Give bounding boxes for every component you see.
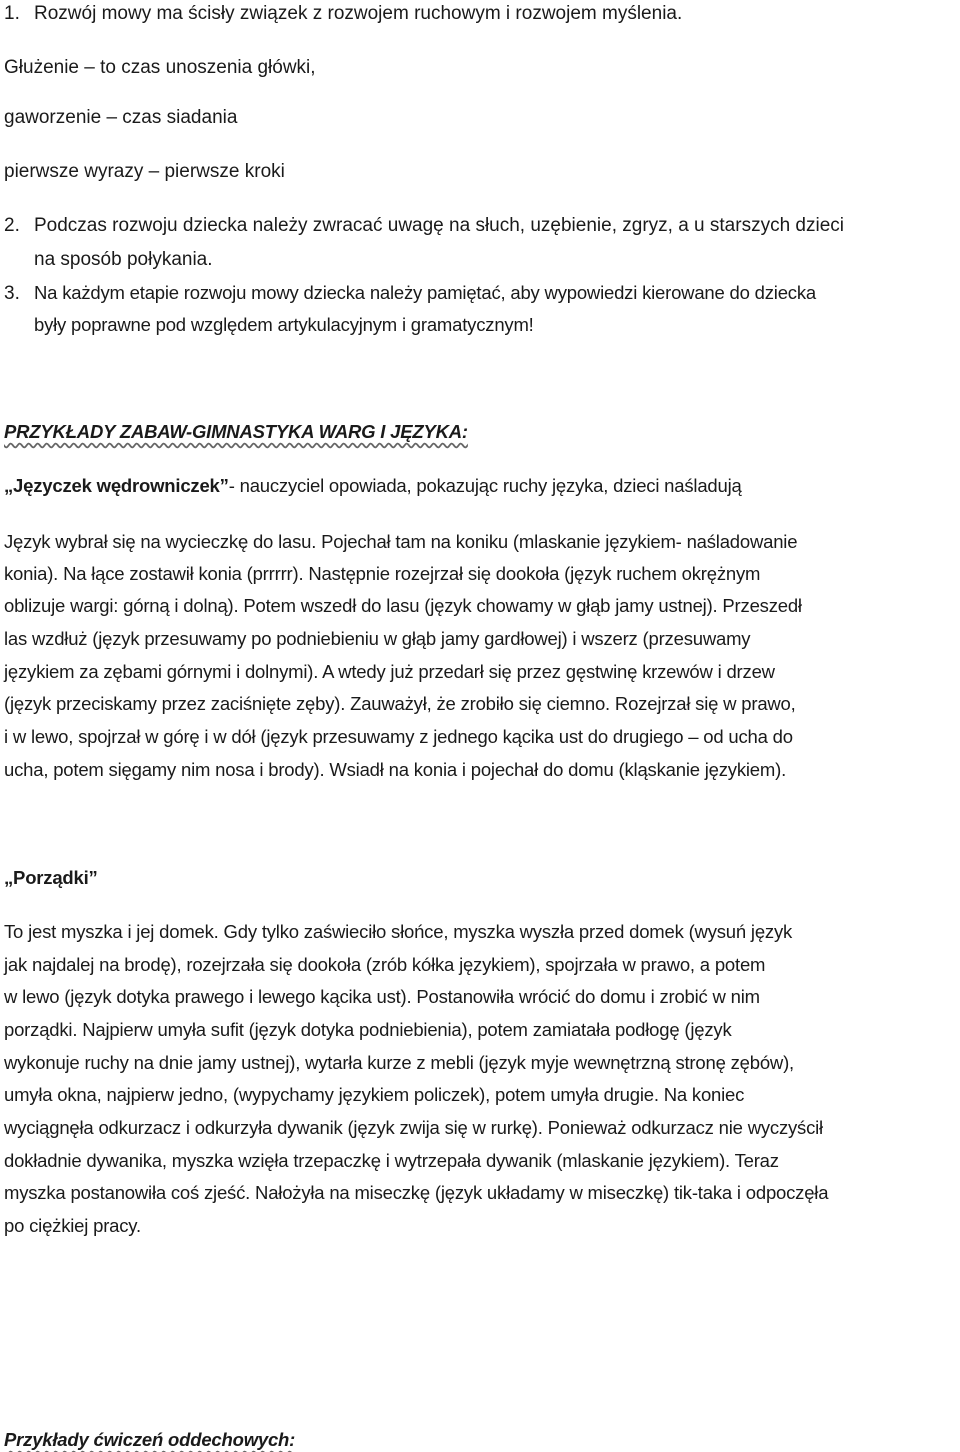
game-2-paragraph-line: wyciągnęła odkurzacz i odkurzyła dywanik (język zwija się w rurkę). Ponieważ odkurzacz nie wyczyścił [4, 1117, 823, 1138]
list-item-2 [4, 214, 844, 238]
game-1-paragraph-line: las wzdłuż (język przesuwamy po podniebieniu w głąb jamy gardłowej) i wszerz (przesuwamy [4, 628, 751, 649]
game-2-paragraph-line: porządki. Najpierw umyła sufit (język dotyka podniebienia), potem zamiatała podłogę (język [4, 1019, 732, 1040]
game-2-paragraph-line: wykonuje ruchy na dnie jamy ustnej), wytarła kurze z mebli (język myje wewnętrzną stronę zębów), [4, 1052, 794, 1073]
game-2-paragraph-line: umyła okna, najpierw jedno, (wypychamy językiem policzek), potem umyła drugie. Na koniec [4, 1084, 745, 1105]
list-item-1 [4, 2, 682, 26]
game-2-title: „Porządki” [4, 867, 98, 888]
game-2-paragraph-line: dokładnie dywanika, myszka wzięła trzepaczkę i wytrzepała dywanik (mlaskanie językiem). Teraz [4, 1150, 779, 1171]
game-1-paragraph-line: konia). Na łące zostawił konia (prrrrr). Następnie rozejrzał się dookoła (język ruchem okrężnym [4, 563, 761, 584]
game-2-paragraph-line: w lewo (język dotyka prawego i lewego kącika ust). Postanowiła wrócić do domu i zrobić w nim [4, 986, 760, 1007]
list-text: Na każdym etapie rozwoju mowy dziecka należy pamiętać, aby wypowiedzi kierowane do dziecka [34, 282, 816, 303]
game-2-paragraph-line: myszka postanowiła coś zjeść. Nałożyła na miseczkę (język układamy w miseczkę) tik-taka i odpoczęła [4, 1182, 829, 1203]
list-item-2-continuation: na sposób połykania. [34, 249, 213, 270]
game-1-paragraph-line: (język przeciskamy przez zaciśnięte zęby). Zauważył, że zrobiło się ciemno. Rozejrzał się w prawo, [4, 693, 796, 714]
list-text: Rozwój mowy ma ścisły związek z rozwojem ruchowym i rozwojem myślenia. [34, 3, 683, 24]
game-1-intro: - nauczyciel opowiada, pokazując ruchy języka, dzieci naśladują [228, 475, 742, 496]
stage-line-3: pierwsze wyrazy – pierwsze kroki [4, 161, 285, 182]
game-1-paragraph-line: oblizuje wargi: górną i dolną). Potem wszedł do lasu (język chowamy w głąb jamy ustnej). Przeszedł [4, 595, 802, 616]
game-1-paragraph-line: językiem za zębami górnymi i dolnymi). A wtedy już przedarł się przez gęstwinę krzewów i drzew [4, 661, 775, 682]
game-1-title: „Języczek wędrowniczek” [4, 475, 229, 496]
game-2-paragraph-line: po ciężkiej pracy. [4, 1215, 141, 1236]
list-item-3-continuation: były poprawne pod względem artykulacyjnym i gramatycznym! [34, 314, 534, 335]
game-1-paragraph-line: i w lewo, spojrzał w górę i w dół (język przesuwamy z jednego kącika ust do drugiego – od ucha do [4, 726, 793, 747]
list-number: 3. [4, 283, 20, 304]
list-number: 2. [4, 215, 20, 236]
game-2-paragraph-line: To jest myszka i jej domek. Gdy tylko zaświeciło słońce, myszka wyszła przed domek (wysuń język [4, 921, 793, 942]
list-item-3 [4, 281, 816, 306]
stage-line-1: Głużenie – to czas unoszenia główki, [4, 57, 316, 78]
section-heading-exercises: PRZYKŁADY ZABAW-GIMNASTYKA WARG I JĘZYKA: [4, 421, 468, 442]
stage-line-2: gaworzenie – czas siadania [4, 107, 238, 128]
list-number: 1. [4, 3, 20, 24]
game-1-title-line [4, 474, 742, 498]
list-text: Podczas rozwoju dziecka należy zwracać uwagę na słuch, uzębienie, zgryz, a u starszych dzieci [34, 215, 844, 236]
section-heading-breathing: Przykłady ćwiczeń oddechowych: [4, 1429, 296, 1450]
game-2-paragraph-line: jak najdalej na brodę), rozejrzała się dookoła (zrób kółka językiem), spojrzała w prawo, a potem [4, 954, 766, 975]
game-1-paragraph-line: ucha, potem sięgamy nim nosa i brody). Wsiadł na konia i pojechał do domu (kląskanie językiem). [4, 759, 787, 780]
game-1-paragraph-line: Język wybrał się na wycieczkę do lasu. Pojechał tam na koniku (mlaskanie językiem- naśladowanie [4, 531, 798, 552]
